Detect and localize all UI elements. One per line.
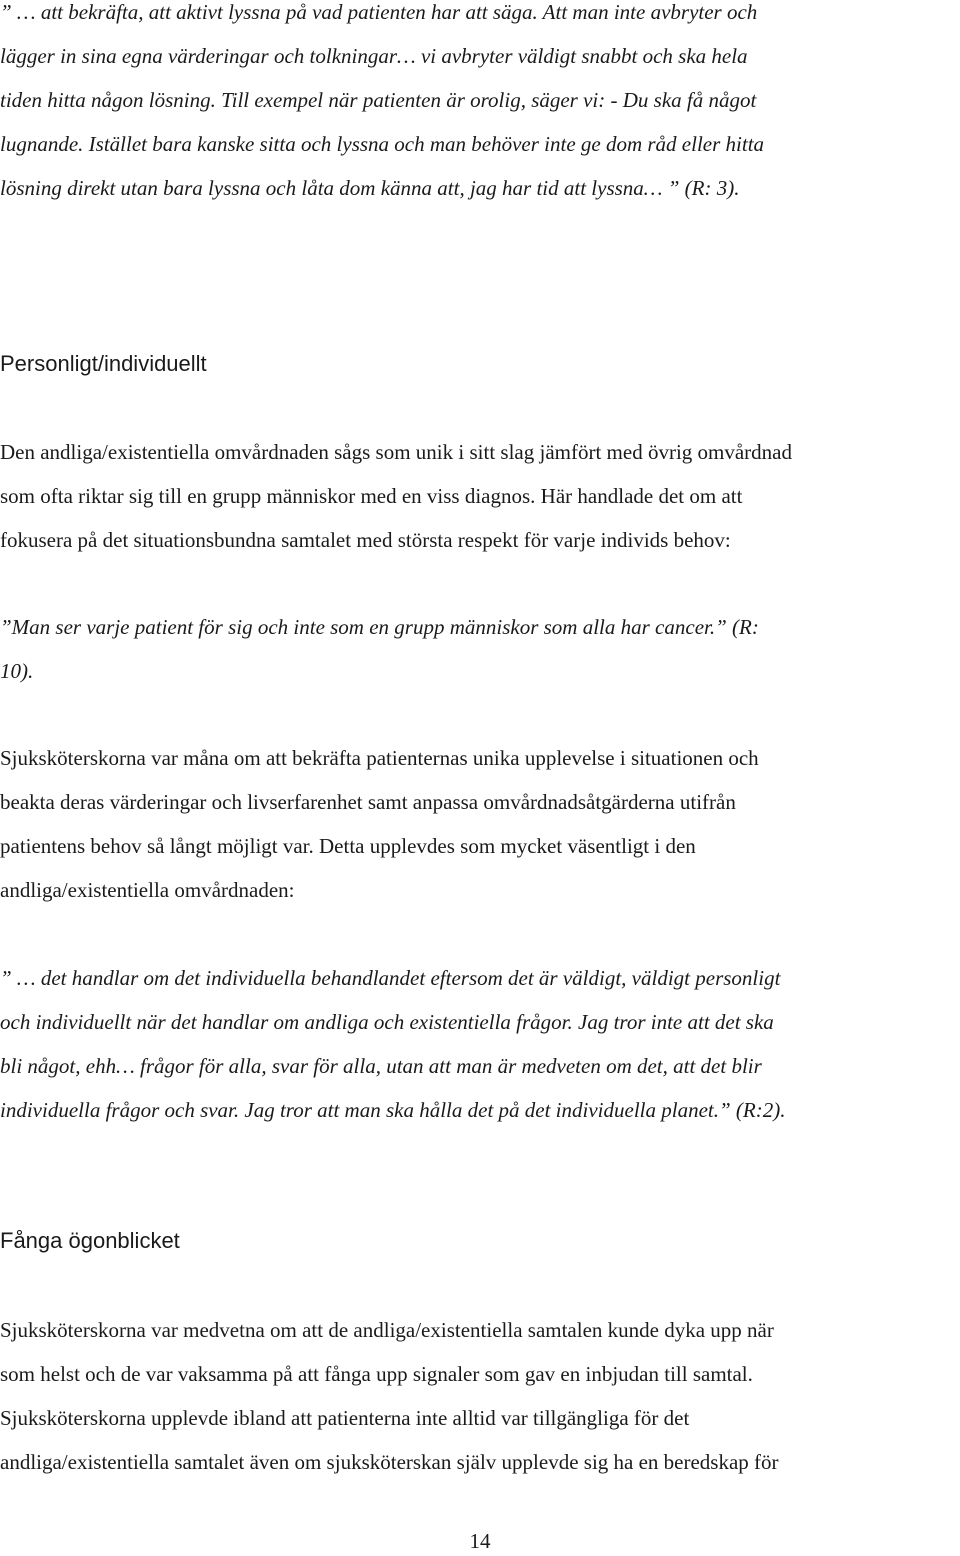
text-line: individuella frågor och svar. Jag tror att man ska hålla det på det individuella planet.” (R:2). [0, 1098, 786, 1122]
page-number: 14 [469, 1529, 491, 1553]
text-line: andliga/existentiella omvårdnaden: [0, 878, 295, 902]
quote-individual-treatment [0, 956, 960, 1132]
text-line: ” … det handlar om det individuella behandlandet eftersom det är väldigt, väldigt personligt [0, 966, 781, 990]
text-line: andliga/existentiella samtalet även om sjuksköterskan själv upplevde sig ha en beredskap för [0, 1450, 779, 1474]
text-line: lugnande. Istället bara kanske sitta och lyssna och man behöver inte ge dom råd eller hitta [0, 132, 765, 156]
text-line: Sjuksköterskorna var medvetna om att de andliga/existentiella samtalen kunde dyka upp när [0, 1318, 774, 1342]
text-line: lägger in sina egna värderingar och tolkningar… vi avbryter väldigt snabbt och ska hela [0, 44, 748, 68]
text-line: bli något, ehh… frågor för alla, svar för alla, utan att man är medveten om det, att det blir [0, 1054, 762, 1078]
paragraph-unique-care [0, 430, 960, 562]
paragraph-capture-moment [0, 1308, 960, 1484]
section-heading-moment: Fånga ögonblicket [0, 1228, 180, 1253]
quote-active-listening [0, 0, 960, 210]
paragraph-confirm-experience [0, 736, 960, 912]
text-line: 10). [0, 659, 34, 683]
section-heading-personal: Personligt/individuellt [0, 351, 207, 376]
text-line: ”Man ser varje patient för sig och inte som en grupp människor som alla har cancer.” (R: [0, 615, 759, 639]
text-line: som ofta riktar sig till en grupp människor med en viss diagnos. Här handlade det om att [0, 484, 743, 508]
text-line: tiden hitta någon lösning. Till exempel när patienten är orolig, säger vi: - Du ska få något [0, 88, 757, 112]
quote-each-patient [0, 605, 960, 693]
text-line: som helst och de var vaksamma på att fånga upp signaler som gav en inbjudan till samtal. [0, 1362, 753, 1386]
text-line: patientens behov så långt möjligt var. Detta upplevdes som mycket väsentligt i den [0, 834, 696, 858]
text-line: Sjuksköterskorna var måna om att bekräfta patienternas unika upplevelse i situationen och [0, 746, 759, 770]
text-line: fokusera på det situationsbundna samtalet med största respekt för varje individs behov: [0, 528, 731, 552]
text-line: beakta deras värderingar och livserfarenhet samt anpassa omvårdnadsåtgärderna utifrån [0, 790, 736, 814]
text-line: Den andliga/existentiella omvårdnaden sågs som unik i sitt slag jämfört med övrig omvårdnad [0, 440, 792, 464]
text-line: lösning direkt utan bara lyssna och låta dom känna att, jag har tid att lyssna… ” (R: 3). [0, 176, 740, 200]
text-line: ” … att bekräfta, att aktivt lyssna på vad patienten har att säga. Att man inte avbryter och [0, 0, 758, 24]
text-line: och individuellt när det handlar om andliga och existentiella frågor. Jag tror inte att det ska [0, 1010, 774, 1034]
text-line: Sjuksköterskorna upplevde ibland att patienterna inte alltid var tillgängliga för det [0, 1406, 690, 1430]
